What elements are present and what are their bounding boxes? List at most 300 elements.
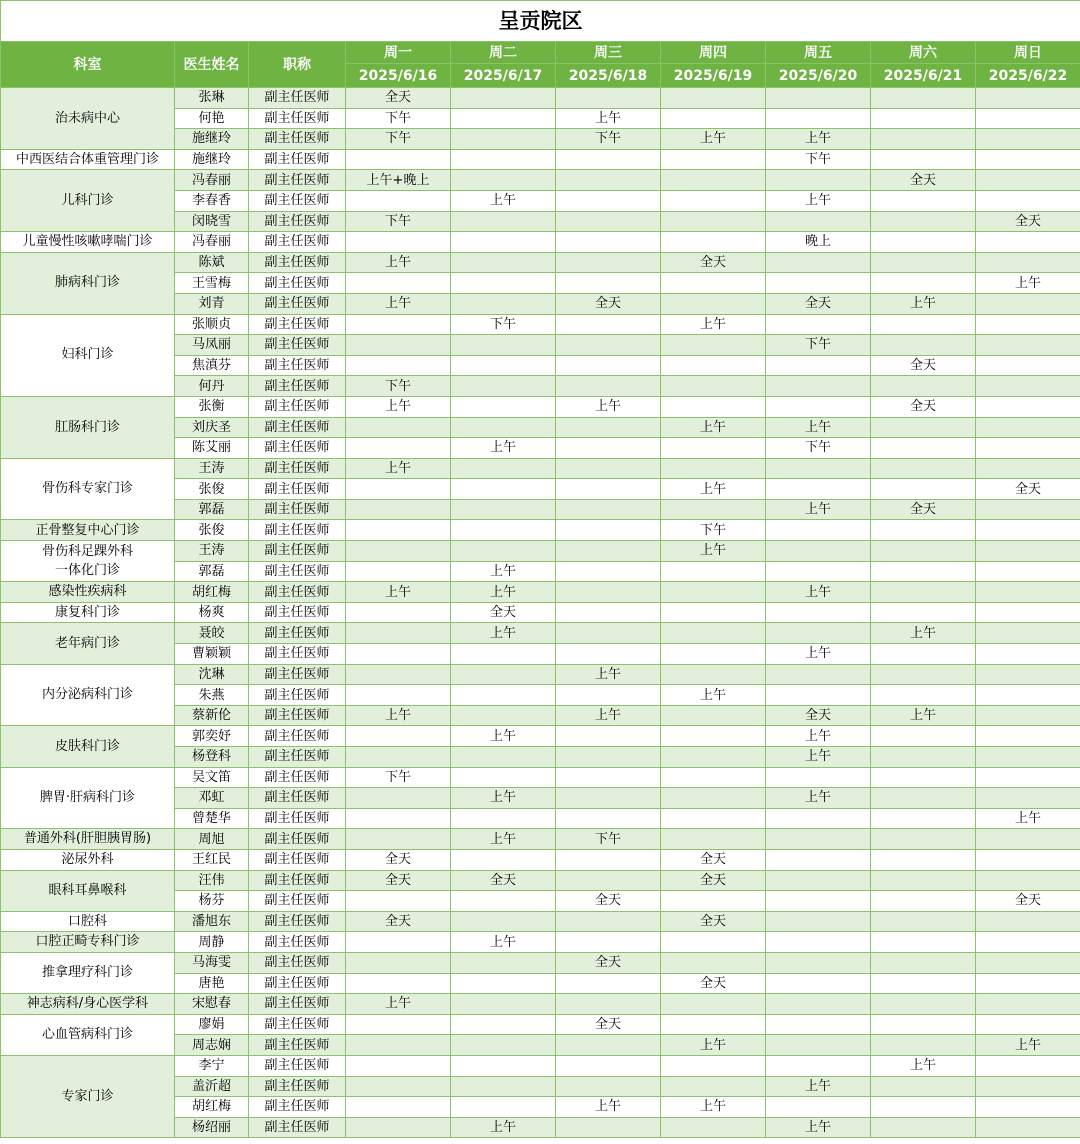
doctor-cell: 吴文笛: [175, 767, 249, 788]
schedule-cell: [556, 541, 661, 562]
table-row: [1, 870, 1080, 891]
schedule-cell: 上午: [346, 705, 451, 726]
schedule-cell: 全天: [661, 911, 766, 932]
doctor-cell: 刘庆圣: [175, 417, 249, 438]
schedule-cell: [556, 582, 661, 603]
schedule-cell: [451, 129, 556, 150]
schedule-cell: 下午: [346, 108, 451, 129]
table-row: [1, 994, 1080, 1015]
schedule-cell: [556, 726, 661, 747]
schedule-cell: [871, 1076, 976, 1097]
rank-cell: 副主任医师: [249, 335, 346, 356]
schedule-cell: 全天: [871, 355, 976, 376]
rank-cell: 副主任医师: [249, 376, 346, 397]
schedule-cell: [346, 973, 451, 994]
schedule-cell: [871, 129, 976, 150]
schedule-cell: [976, 170, 1080, 191]
schedule-cell: [766, 1097, 871, 1118]
schedule-cell: 全天: [871, 170, 976, 191]
schedule-cell: 全天: [451, 870, 556, 891]
schedule-cell: [766, 849, 871, 870]
dept-cell: 普通外科(肝胆胰胃肠): [1, 829, 175, 850]
rank-cell: 副主任医师: [249, 726, 346, 747]
doctor-cell: 王涛: [175, 541, 249, 562]
schedule-cell: [871, 582, 976, 603]
schedule-cell: [346, 932, 451, 953]
doctor-cell: 郭磊: [175, 561, 249, 582]
schedule-cell: [556, 232, 661, 253]
schedule-cell: [661, 664, 766, 685]
schedule-cell: 全天: [346, 870, 451, 891]
schedule-cell: [871, 829, 976, 850]
schedule-cell: [661, 561, 766, 582]
schedule-cell: [346, 685, 451, 706]
dept-cell: 口腔科: [1, 911, 175, 932]
date-header: 2025/6/19: [661, 64, 766, 88]
schedule-cell: [346, 1014, 451, 1035]
schedule-cell: [346, 541, 451, 562]
schedule-cell: [346, 747, 451, 768]
dept-cell: 内分泌病科门诊: [1, 664, 175, 726]
schedule-cell: 上午: [451, 726, 556, 747]
schedule-cell: 上午: [871, 293, 976, 314]
rank-cell: 副主任医师: [249, 417, 346, 438]
schedule-cell: [556, 211, 661, 232]
schedule-cell: [661, 190, 766, 211]
schedule-cell: [871, 190, 976, 211]
schedule-cell: [556, 314, 661, 335]
schedule-cell: 下午: [661, 520, 766, 541]
schedule-cell: [766, 252, 871, 273]
dept-cell: 脾胃·肝病科门诊: [1, 767, 175, 829]
schedule-cell: [451, 170, 556, 191]
date-header: 2025/6/22: [976, 64, 1080, 88]
schedule-cell: [451, 499, 556, 520]
schedule-cell: [346, 644, 451, 665]
schedule-body: [1, 88, 1080, 1138]
schedule-cell: [871, 870, 976, 891]
schedule-cell: [661, 1055, 766, 1076]
dept-cell: 眼科耳鼻喉科: [1, 870, 175, 911]
schedule-cell: [661, 644, 766, 665]
table-row: [1, 1014, 1080, 1035]
dept-cell: 神志病科/身心医学科: [1, 994, 175, 1015]
schedule-cell: 下午: [766, 335, 871, 356]
schedule-cell: [556, 458, 661, 479]
schedule-cell: 上午: [451, 582, 556, 603]
schedule-cell: [661, 891, 766, 912]
schedule-cell: [976, 149, 1080, 170]
doctor-cell: 郭磊: [175, 499, 249, 520]
schedule-cell: [661, 458, 766, 479]
schedule-cell: [451, 911, 556, 932]
schedule-cell: 下午: [766, 438, 871, 459]
schedule-cell: [976, 788, 1080, 809]
schedule-cell: 上午: [661, 479, 766, 500]
schedule-cell: [661, 335, 766, 356]
schedule-cell: [766, 994, 871, 1015]
schedule-cell: [346, 355, 451, 376]
doctor-cell: 朱燕: [175, 685, 249, 706]
schedule-cell: [871, 994, 976, 1015]
schedule-cell: [346, 1076, 451, 1097]
rank-cell: 副主任医师: [249, 870, 346, 891]
schedule-cell: 上午: [556, 108, 661, 129]
schedule-cell: 上午: [661, 1097, 766, 1118]
schedule-cell: [346, 1055, 451, 1076]
schedule-cell: [556, 170, 661, 191]
dept-cell: 泌尿外科: [1, 849, 175, 870]
schedule-cell: [976, 932, 1080, 953]
schedule-cell: 下午: [451, 314, 556, 335]
rank-cell: 副主任医师: [249, 499, 346, 520]
schedule-cell: 下午: [766, 149, 871, 170]
doctor-cell: 王涛: [175, 458, 249, 479]
schedule-cell: 上午: [871, 623, 976, 644]
schedule-cell: [871, 417, 976, 438]
schedule-cell: [871, 932, 976, 953]
schedule-cell: [766, 88, 871, 109]
doctor-cell: 周旭: [175, 829, 249, 850]
rank-cell: 副主任医师: [249, 232, 346, 253]
schedule-cell: [661, 788, 766, 809]
rank-cell: 副主任医师: [249, 849, 346, 870]
schedule-cell: [556, 88, 661, 109]
schedule-cell: [451, 396, 556, 417]
schedule-cell: [871, 335, 976, 356]
schedule-cell: [871, 726, 976, 747]
schedule-cell: 上午: [766, 1076, 871, 1097]
schedule-cell: 全天: [346, 88, 451, 109]
schedule-cell: [976, 561, 1080, 582]
schedule-cell: 上午: [766, 1117, 871, 1138]
schedule-cell: [346, 788, 451, 809]
schedule-cell: [976, 747, 1080, 768]
schedule-cell: 上午: [661, 541, 766, 562]
schedule-cell: [346, 417, 451, 438]
rank-cell: 副主任医师: [249, 932, 346, 953]
schedule-cell: [976, 623, 1080, 644]
dept-cell: 肺病科门诊: [1, 252, 175, 314]
schedule-cell: [346, 438, 451, 459]
schedule-cell: [976, 355, 1080, 376]
schedule-cell: [556, 1117, 661, 1138]
schedule-cell: 上午: [661, 685, 766, 706]
schedule-cell: [451, 417, 556, 438]
table-row: [1, 1055, 1080, 1076]
schedule-cell: [976, 726, 1080, 747]
schedule-cell: 下午: [346, 129, 451, 150]
schedule-cell: [871, 767, 976, 788]
schedule-cell: [976, 849, 1080, 870]
schedule-cell: 上午: [346, 293, 451, 314]
schedule-cell: [661, 232, 766, 253]
schedule-cell: [451, 273, 556, 294]
schedule-cell: [346, 664, 451, 685]
schedule-cell: [976, 129, 1080, 150]
schedule-cell: [346, 829, 451, 850]
schedule-cell: [766, 1014, 871, 1035]
schedule-cell: [451, 1097, 556, 1118]
schedule-cell: [451, 479, 556, 500]
schedule-cell: [871, 252, 976, 273]
doctor-cell: 沈琳: [175, 664, 249, 685]
table-row: [1, 726, 1080, 747]
schedule-cell: [766, 396, 871, 417]
schedule-cell: [451, 1014, 556, 1035]
schedule-cell: [976, 664, 1080, 685]
schedule-cell: 全天: [556, 952, 661, 973]
schedule-cell: [451, 355, 556, 376]
schedule-cell: [661, 355, 766, 376]
date-header: 2025/6/20: [766, 64, 871, 88]
doctor-cell: 蔡新伦: [175, 705, 249, 726]
doctor-cell: 焦滇芬: [175, 355, 249, 376]
rank-cell: 副主任医师: [249, 1117, 346, 1138]
dept-cell: 正骨整复中心门诊: [1, 520, 175, 541]
schedule-cell: [871, 602, 976, 623]
schedule-cell: [661, 932, 766, 953]
rank-cell: 副主任医师: [249, 211, 346, 232]
schedule-cell: [451, 1076, 556, 1097]
schedule-cell: [766, 870, 871, 891]
schedule-cell: 上午: [661, 417, 766, 438]
schedule-cell: [661, 499, 766, 520]
schedule-cell: [661, 273, 766, 294]
day-header: 周五: [766, 42, 871, 64]
rank-cell: 副主任医师: [249, 973, 346, 994]
schedule-cell: [451, 685, 556, 706]
schedule-cell: [766, 170, 871, 191]
doctor-cell: 何艳: [175, 108, 249, 129]
schedule-cell: [346, 1035, 451, 1056]
schedule-cell: [661, 170, 766, 191]
schedule-cell: [766, 376, 871, 397]
schedule-cell: [451, 376, 556, 397]
table-row: [1, 952, 1080, 973]
schedule-cell: [556, 149, 661, 170]
table-row: [1, 541, 1080, 562]
schedule-cell: 上午: [871, 705, 976, 726]
schedule-cell: [346, 952, 451, 973]
schedule-cell: [976, 108, 1080, 129]
schedule-cell: [871, 1035, 976, 1056]
schedule-cell: [766, 314, 871, 335]
schedule-cell: 上午: [766, 582, 871, 603]
schedule-cell: 上午: [661, 1035, 766, 1056]
schedule-cell: [871, 849, 976, 870]
schedule-cell: [976, 602, 1080, 623]
schedule-cell: 全天: [871, 396, 976, 417]
schedule-cell: [451, 973, 556, 994]
schedule-cell: [556, 644, 661, 665]
schedule-cell: [871, 747, 976, 768]
schedule-cell: [871, 211, 976, 232]
schedule-cell: [766, 458, 871, 479]
schedule-cell: 全天: [661, 973, 766, 994]
schedule-cell: [766, 108, 871, 129]
table-row: [1, 314, 1080, 335]
table-row: [1, 767, 1080, 788]
schedule-cell: 全天: [346, 849, 451, 870]
schedule-cell: 上午: [661, 129, 766, 150]
schedule-cell: [766, 1055, 871, 1076]
table-row: [1, 829, 1080, 850]
doctor-cell: 冯春丽: [175, 170, 249, 191]
schedule-cell: [871, 685, 976, 706]
date-header: 2025/6/21: [871, 64, 976, 88]
rank-cell: 副主任医师: [249, 891, 346, 912]
schedule-cell: [661, 396, 766, 417]
schedule-cell: [346, 335, 451, 356]
schedule-cell: [556, 252, 661, 273]
schedule-cell: [976, 499, 1080, 520]
schedule-cell: [871, 808, 976, 829]
schedule-cell: [451, 458, 556, 479]
schedule-cell: [556, 273, 661, 294]
schedule-cell: 下午: [556, 129, 661, 150]
schedule-cell: [871, 88, 976, 109]
dept-cell: 推拿理疗科门诊: [1, 952, 175, 993]
schedule-cell: [976, 1014, 1080, 1035]
schedule-cell: [661, 438, 766, 459]
schedule-cell: [451, 252, 556, 273]
rank-cell: 副主任医师: [249, 1076, 346, 1097]
rank-cell: 副主任医师: [249, 479, 346, 500]
schedule-cell: [346, 499, 451, 520]
rank-cell: 副主任医师: [249, 355, 346, 376]
schedule-cell: [871, 561, 976, 582]
schedule-cell: [661, 705, 766, 726]
schedule-cell: [766, 1035, 871, 1056]
schedule-cell: [661, 829, 766, 850]
doctor-cell: 张顺贞: [175, 314, 249, 335]
doctor-cell: 陈艾丽: [175, 438, 249, 459]
schedule-cell: [871, 458, 976, 479]
schedule-cell: 全天: [661, 849, 766, 870]
schedule-cell: [871, 664, 976, 685]
rank-cell: 副主任医师: [249, 911, 346, 932]
schedule-cell: [976, 252, 1080, 273]
rank-cell: 副主任医师: [249, 685, 346, 706]
schedule-cell: 全天: [766, 293, 871, 314]
schedule-cell: [451, 849, 556, 870]
doctor-cell: 盖沂超: [175, 1076, 249, 1097]
schedule-cell: [871, 1014, 976, 1035]
schedule-cell: [346, 232, 451, 253]
dept-cell: 专家门诊: [1, 1055, 175, 1137]
doctor-cell: 张琳: [175, 88, 249, 109]
schedule-cell: [871, 973, 976, 994]
rank-cell: 副主任医师: [249, 314, 346, 335]
schedule-cell: [871, 438, 976, 459]
schedule-cell: 上午: [766, 129, 871, 150]
schedule-cell: [871, 108, 976, 129]
schedule-cell: 上午: [766, 788, 871, 809]
table-row: [1, 932, 1080, 953]
schedule-cell: 上午+晚上: [346, 170, 451, 191]
table-row: [1, 149, 1080, 170]
rank-cell: 副主任医师: [249, 705, 346, 726]
schedule-cell: [661, 149, 766, 170]
schedule-cell: [346, 314, 451, 335]
schedule-cell: [976, 293, 1080, 314]
schedule-cell: [766, 973, 871, 994]
schedule-cell: [451, 994, 556, 1015]
schedule-cell: 上午: [556, 1097, 661, 1118]
doctor-cell: 张衡: [175, 396, 249, 417]
schedule-cell: [766, 664, 871, 685]
rank-cell: 副主任医师: [249, 1097, 346, 1118]
schedule-cell: [661, 582, 766, 603]
schedule-cell: 全天: [976, 479, 1080, 500]
schedule-cell: 上午: [556, 664, 661, 685]
schedule-cell: 上午: [871, 1055, 976, 1076]
schedule-cell: 下午: [346, 211, 451, 232]
schedule-cell: 上午: [451, 561, 556, 582]
doctor-cell: 张俊: [175, 520, 249, 541]
page-title: 呈贡院区: [1, 1, 1080, 42]
dept-cell: 治未病中心: [1, 88, 175, 150]
schedule-cell: [346, 479, 451, 500]
schedule-cell: 上午: [451, 788, 556, 809]
table-row: [1, 582, 1080, 603]
schedule-cell: [451, 808, 556, 829]
schedule-cell: [451, 747, 556, 768]
schedule-cell: 上午: [976, 1035, 1080, 1056]
dept-cell: 皮肤科门诊: [1, 726, 175, 767]
schedule-cell: [976, 1055, 1080, 1076]
schedule-cell: [976, 458, 1080, 479]
rank-cell: 副主任医师: [249, 952, 346, 973]
schedule-cell: [661, 1076, 766, 1097]
rank-cell: 副主任医师: [249, 170, 346, 191]
dept-cell: 康复科门诊: [1, 602, 175, 623]
schedule-cell: 全天: [976, 891, 1080, 912]
schedule-cell: [661, 747, 766, 768]
schedule-cell: 上午: [766, 726, 871, 747]
schedule-cell: [556, 1076, 661, 1097]
schedule-cell: [766, 932, 871, 953]
rank-cell: 副主任医师: [249, 829, 346, 850]
rank-cell: 副主任医师: [249, 623, 346, 644]
day-header: 周一: [346, 42, 451, 64]
rank-cell: 副主任医师: [249, 788, 346, 809]
schedule-cell: [766, 520, 871, 541]
doctor-cell: 胡红梅: [175, 1097, 249, 1118]
doctor-cell: 刘青: [175, 293, 249, 314]
schedule-cell: [976, 994, 1080, 1015]
schedule-cell: [871, 891, 976, 912]
doctor-cell: 施继玲: [175, 129, 249, 150]
table-row: [1, 458, 1080, 479]
schedule-cell: [871, 232, 976, 253]
schedule-cell: [556, 335, 661, 356]
doctor-cell: 唐艳: [175, 973, 249, 994]
schedule-cell: [976, 705, 1080, 726]
schedule-cell: 全天: [556, 1014, 661, 1035]
schedule-cell: 上午: [346, 396, 451, 417]
schedule-cell: [661, 293, 766, 314]
doctor-cell: 周志娴: [175, 1035, 249, 1056]
schedule-cell: [556, 911, 661, 932]
schedule-cell: [976, 582, 1080, 603]
schedule-cell: [346, 273, 451, 294]
date-header: 2025/6/16: [346, 64, 451, 88]
doctor-cell: 冯春丽: [175, 232, 249, 253]
schedule-cell: [556, 355, 661, 376]
doctor-cell: 廖娟: [175, 1014, 249, 1035]
